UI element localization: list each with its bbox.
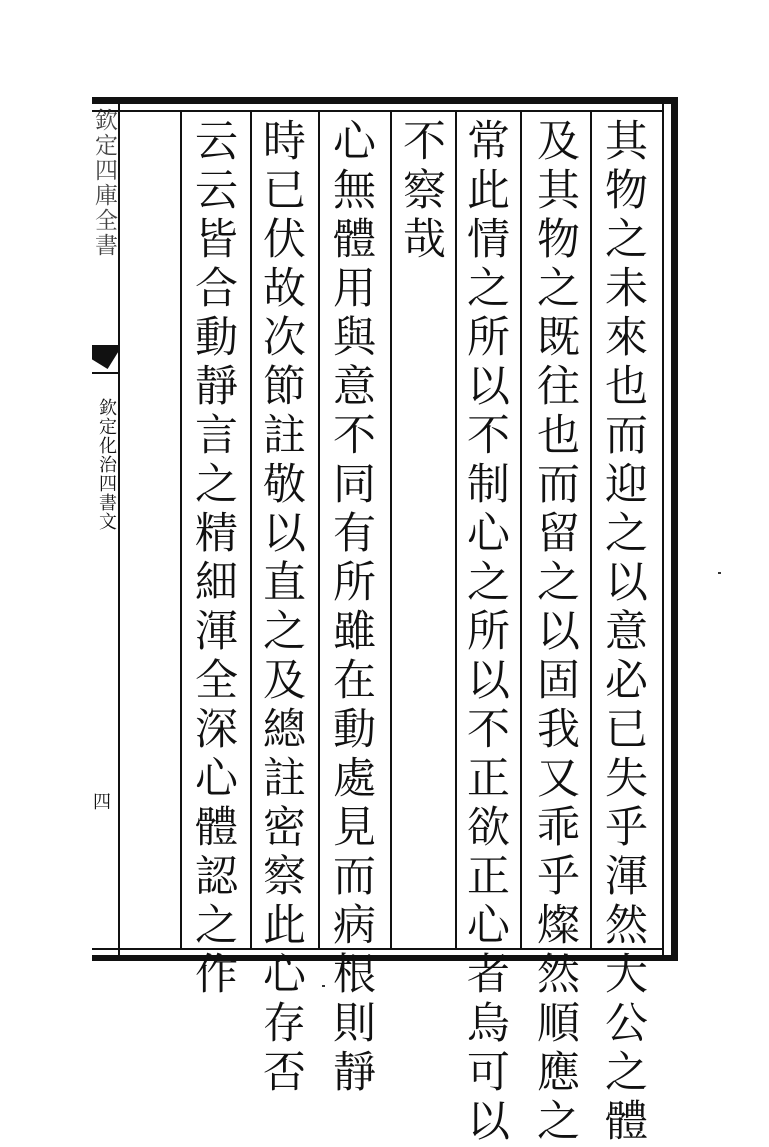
print-speck bbox=[322, 985, 325, 987]
fish-tail-rule bbox=[92, 372, 118, 374]
frame-inner-top-rule bbox=[92, 110, 664, 112]
text-column-6: 時已伏故次節註敬以直之及總註密察此心存否 bbox=[256, 118, 306, 1098]
frame-right-border bbox=[671, 97, 678, 961]
page-number: 四 bbox=[93, 792, 111, 813]
text-column-3: 常此情之所以不制心之所以不正欲正心者烏可以 bbox=[460, 118, 510, 1147]
column-rule bbox=[520, 110, 522, 950]
frame-top-border bbox=[92, 97, 677, 104]
text-column-7: 云云皆合動靜言之精細渾全深心體認之作 bbox=[188, 118, 238, 1000]
text-column-2: 及其物之既往也而留之以固我又乖乎燦然順應之 bbox=[530, 118, 580, 1147]
frame-right-inner-border bbox=[662, 104, 664, 955]
column-rule bbox=[390, 110, 392, 950]
column-rule bbox=[455, 110, 457, 950]
text-column-4: 不察哉 bbox=[396, 118, 446, 265]
book-title: 欽定化治四書文 bbox=[96, 398, 117, 531]
column-rule bbox=[590, 110, 592, 950]
print-speck bbox=[718, 572, 721, 574]
series-title: 欽定四庫全書 bbox=[91, 108, 117, 258]
column-rule bbox=[180, 110, 182, 950]
text-column-1: 其物之未來也而迎之以意必已失乎渾然大公之體 bbox=[598, 118, 648, 1147]
column-rule bbox=[250, 110, 252, 950]
margin-strip-edge bbox=[118, 104, 120, 955]
text-column-5: 心無體用與意不同有所雖在動處見而病根則靜 bbox=[326, 118, 376, 1098]
column-rule bbox=[318, 110, 320, 950]
frame-bottom-border bbox=[92, 955, 677, 961]
